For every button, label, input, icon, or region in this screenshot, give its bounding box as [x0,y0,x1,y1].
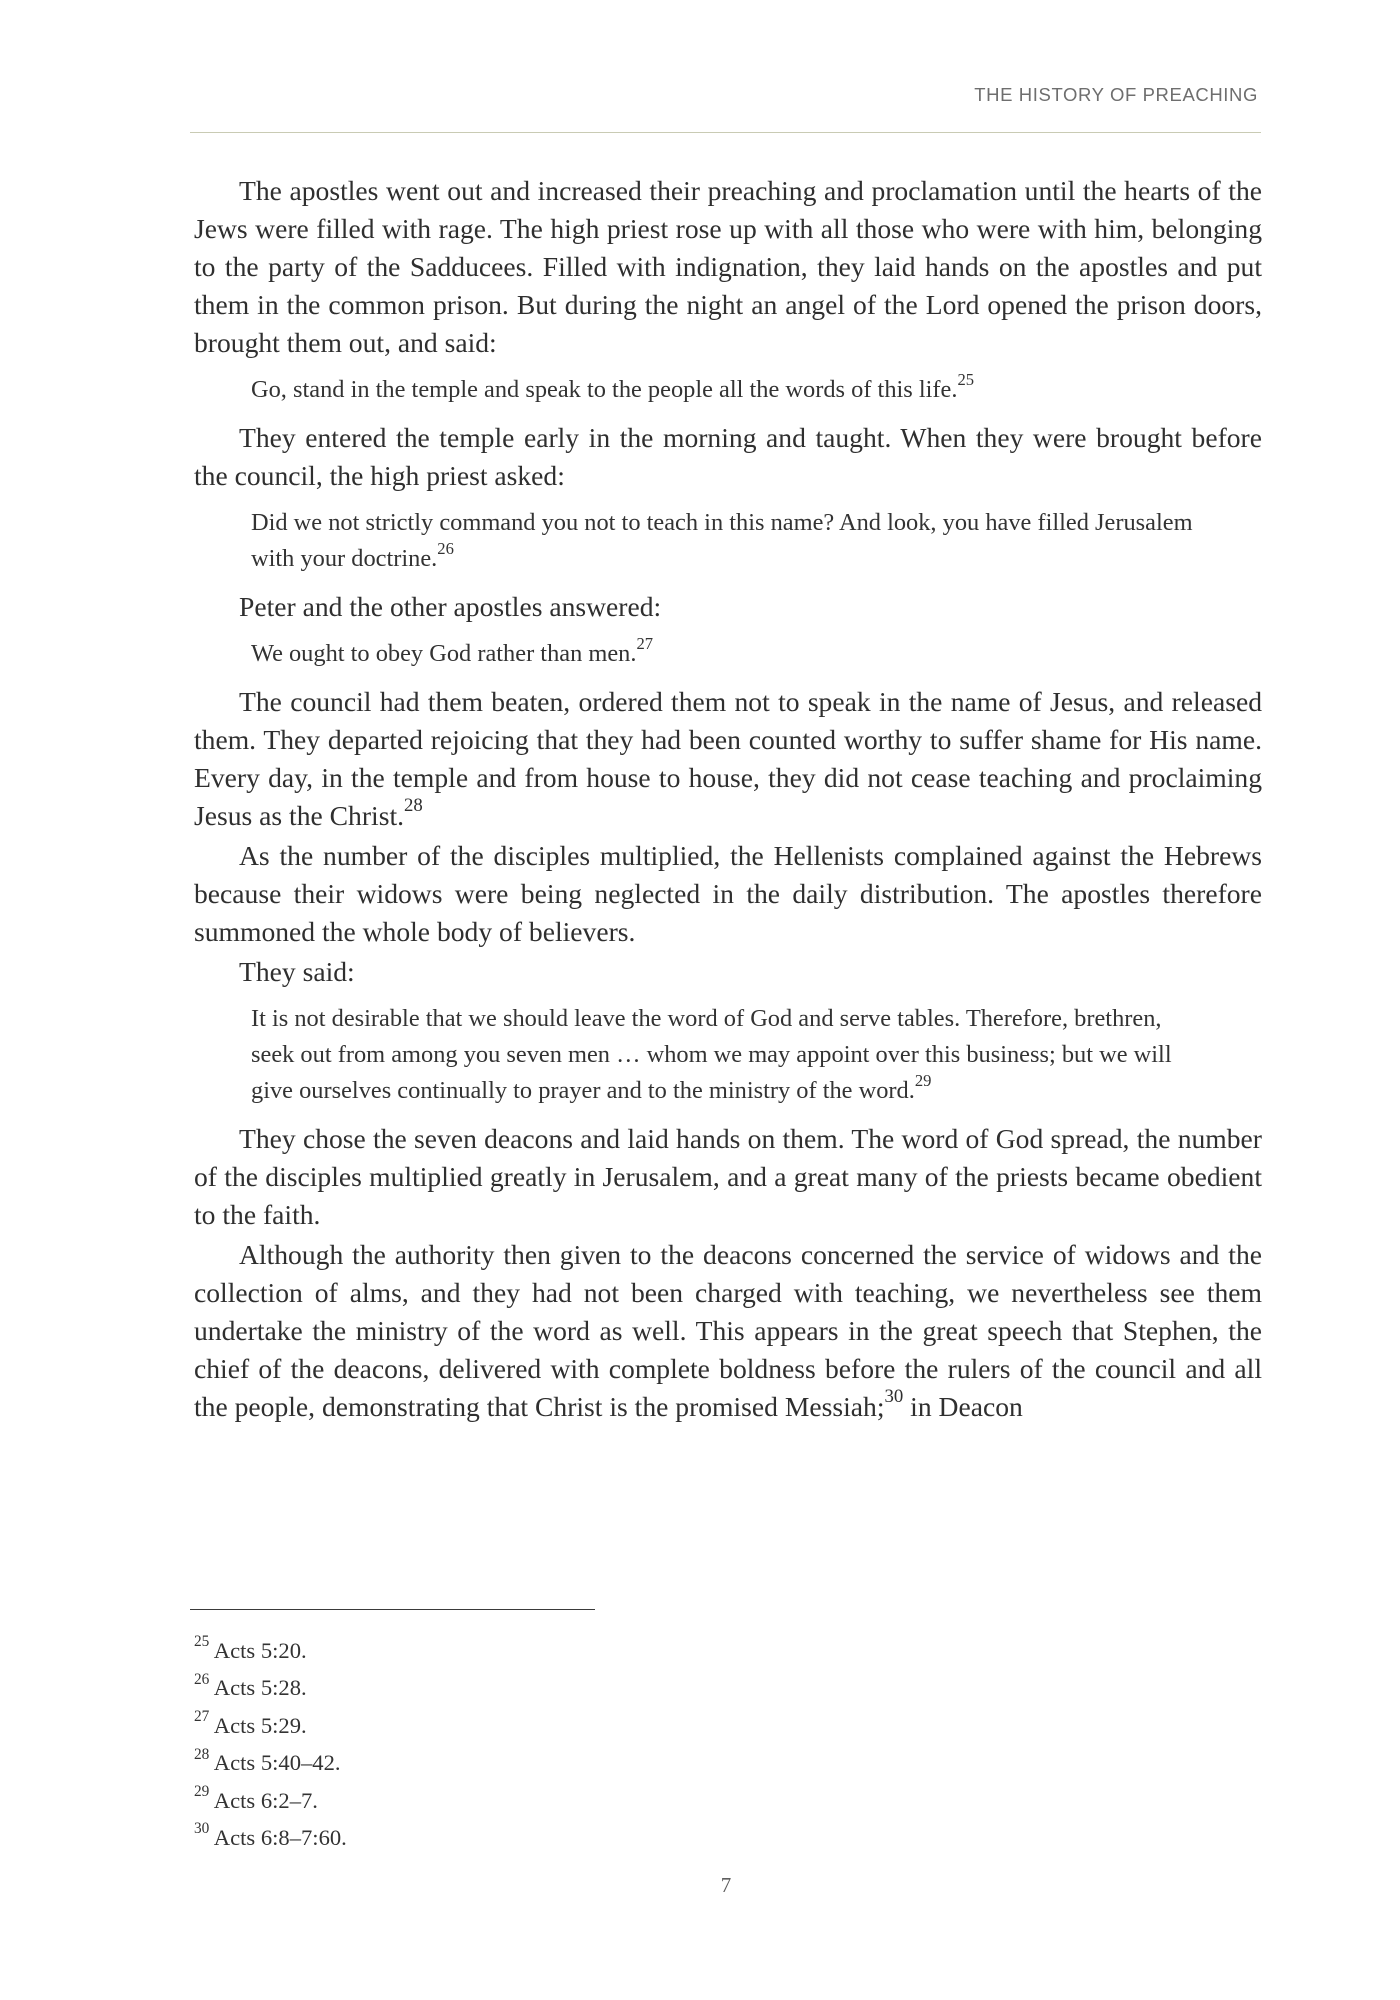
quote-text: We ought to obey God rather than men. [251,640,637,667]
footnote-number: 26 [194,1670,210,1688]
paragraph-text: They chose the seven deacons and laid hands on them. The word of God spread, the number of the disciples multiplied greatly in Jerusalem, and a great many of the priests became obedient to the faith. [194,1123,1262,1230]
paragraph-text: As the number of the disciples multiplied, the Hellenists complained against the Hebrews because their widows were being neglected in the daily distribution. The apostles therefore summoned the whole body of believers. [194,840,1262,947]
footnote-item [194,1669,794,1706]
body-paragraph [194,837,1262,951]
footnote-item [194,1744,794,1781]
body-paragraph [194,683,1262,835]
body-paragraph [194,419,1262,495]
body-paragraph [194,588,1262,626]
quote-text: It is not desirable that we should leave the word of God and serve tables. Therefore, brethren, seek out from among you seven men … whom we may appoint over this business; but we will give ourselves continually to prayer and to the ministry of the word. [251,1005,1172,1104]
paragraph-text: Peter and the other apostles answered: [239,591,662,622]
footnote-number: 27 [194,1708,210,1726]
footnote-item [194,1707,794,1744]
footnote-item [194,1782,794,1819]
paragraph-text: The apostles went out and increased their preaching and proclamation until the hearts of the Jews were filled with rage. The high priest rose up with all those who were with him, belonging to the party of the Sadducees. Filled with indignation, they laid hands on the apostles and put them in the common prison. But during the night an angel of the Lord opened the prison doors, brought them out, and said: [194,175,1262,358]
block-quote [251,505,1202,577]
footnote-ref[interactable]: 29 [914,1070,932,1090]
paragraph-text: They said: [239,956,355,987]
footnote-list [194,1632,794,1856]
running-header: THE HISTORY OF PREACHING [974,84,1258,105]
footnote-ref[interactable]: 30 [884,1386,904,1408]
paragraph-text: Although the authority then given to the deacons concerned the service of widows and the collection of alms, and they had not been charged with teaching, we nevertheless see them undertake the ministry of the word as well. This appears in the great speech that Stephen, the chief of the deacons, delivered with complete boldness before the rulers of the council and all the people, demonstrating that Christ is the promised Messiah; [194,1239,1262,1422]
page-body [194,172,1262,1426]
footnote-ref[interactable]: 28 [404,795,423,817]
footnote-text: Acts 5:28. [209,1675,307,1701]
body-paragraph [194,172,1262,362]
block-quote [251,633,1202,672]
footnote-ref[interactable]: 27 [636,633,654,653]
quote-text: Go, stand in the temple and speak to the people all the words of this life. [251,376,958,403]
footnote-number: 29 [194,1783,210,1801]
block-quote [251,1001,1202,1109]
page-number: 7 [720,1873,732,1897]
footnote-ref[interactable]: 25 [957,369,975,389]
footnote-ref[interactable]: 26 [437,538,454,558]
footnote-text: Acts 6:2–7. [209,1787,318,1813]
paragraph-text: They entered the temple early in the morning and taught. When they were brought before the council, the high priest asked: [194,422,1262,491]
footnote-number: 30 [194,1820,210,1838]
footnote-item [194,1819,794,1856]
footnote-divider [190,1609,595,1610]
footnote-number: 28 [194,1745,210,1763]
footnote-text: Acts 6:8–7:60. [209,1825,347,1851]
footnote-text: Acts 5:29. [209,1712,307,1738]
body-paragraph [194,953,1262,991]
footnote-item [194,1632,794,1669]
block-quote [251,369,1202,408]
footnote-text: Acts 5:20. [209,1638,307,1663]
footnote-text: Acts 5:40–42. [209,1750,341,1776]
footnote-number: 25 [194,1633,210,1651]
header-divider [190,132,1261,133]
paragraph-text: The council had them beaten, ordered them not to speak in the name of Jesus, and released them. They departed rejoicing that they had been counted worthy to suffer shame for His name. Every day, in the temple and from house to house, they did not cease teaching and proclaiming Jesus as the Christ. [194,686,1262,831]
body-paragraph [194,1236,1262,1426]
paragraph-text: in Deacon [903,1391,1023,1422]
body-paragraph [194,1120,1262,1234]
quote-text: Did we not strictly command you not to teach in this name? And look, you have filled Jerusalem with your doctrine. [251,509,1193,572]
